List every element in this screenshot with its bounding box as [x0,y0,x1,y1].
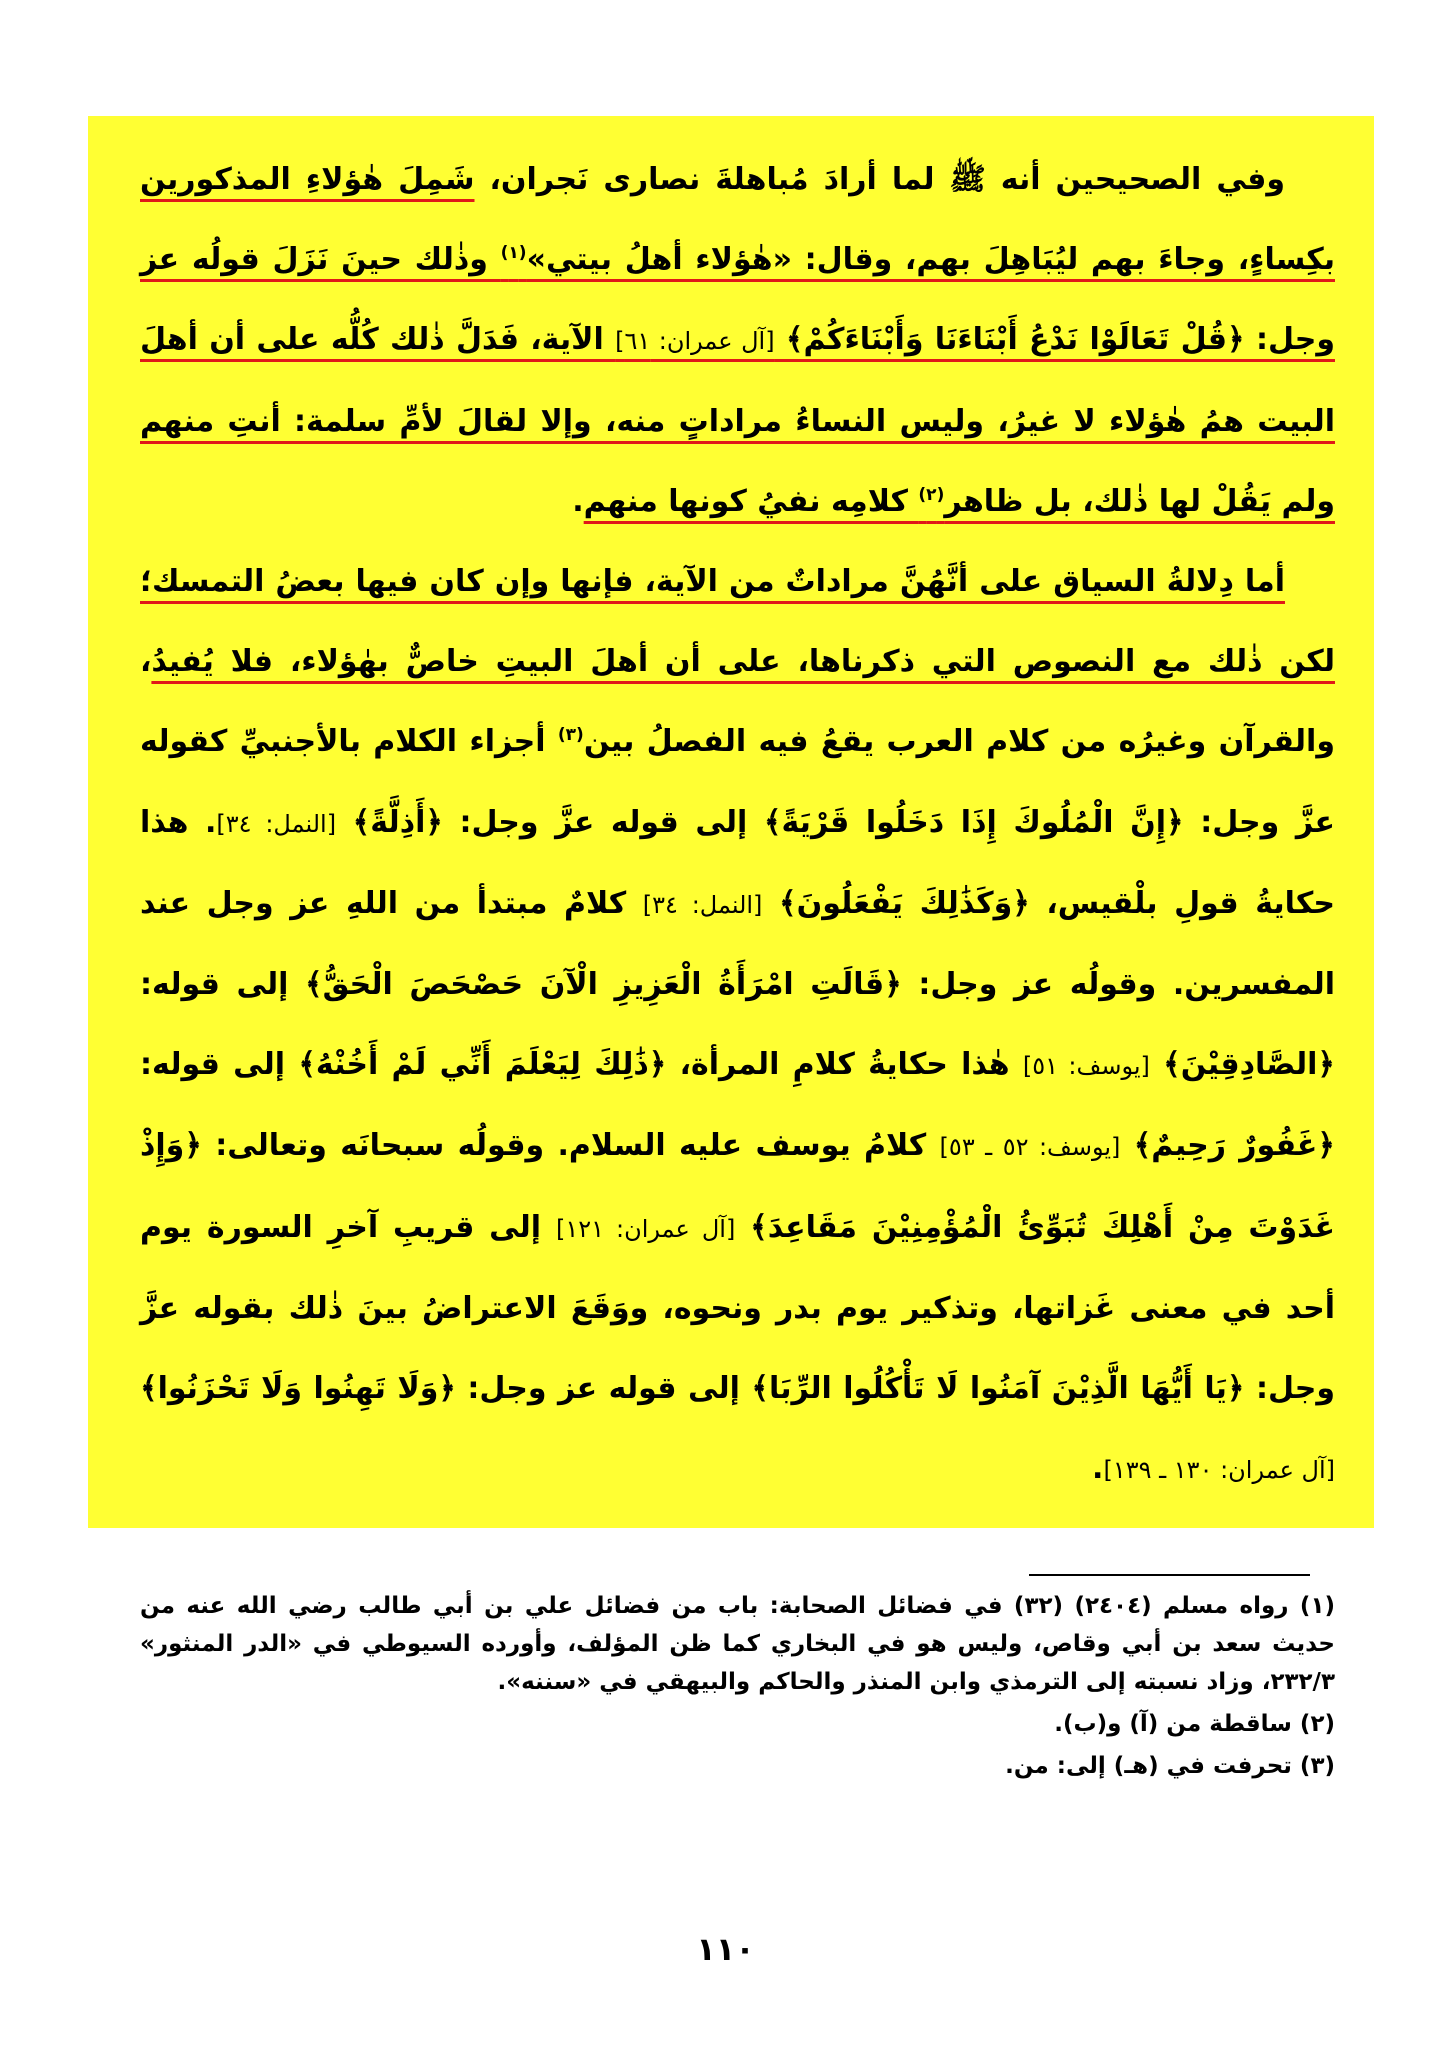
footnote-marker-1: (١) [500,243,527,264]
paragraph-1 [140,140,1335,542]
page-number: ١١٠ [696,1930,755,1968]
main-text [140,140,1335,1510]
text-span: . [572,483,584,519]
text-span: كلامِه نفيُ كونها منهم [583,483,919,519]
text-span: أجزاء الكلام بالأجنبيِّ كقوله عزَّ وجل: ﴿إِنَّ الْمُلُوكَ إِذَا دَخَلُوا قَرْيَةً﴾ إلى قوله عزَّ وجل: ﴿أَذِلَّةً﴾ [140,724,1335,840]
text-span: كلامُ يوسف عليه السلام. وقولُه سبحانَه وتعالى: ﴿وَإِذْ غَدَوْتَ مِنْ أَهْلِكَ تُبَوِّئُ الْمُؤْمِنِيْنَ مَقَاعِدَ﴾ [140,1128,1336,1245]
verse-reference: [يوسف: ٥٢ ـ ٥٣] [939,1133,1121,1162]
text-span: إلى قريبِ آخرِ السورة يوم أحد في معنى غَزاتها، وتذكير يوم بدر ونحوه، ووَقَعَ الاعتراضُ بينَ ذٰلك بقوله عزَّ وجل: ﴿يَا أَيُّهَا الَّذِيْنَ آمَنُوا لَا تَأْكُلُوا الرِّبَا﴾ إلى قوله عز وجل: ﴿وَلَا تَهِنُوا وَلَا تَحْزَنُوا﴾ [140,1209,1335,1407]
verse-reference: [النمل: ٣٤] [216,809,337,838]
footnote-divider [1029,1574,1310,1576]
text-span: شَمِلَ هٰؤلاءِ المذكورين بكِساءٍ، وجاءَ بهم ليُبَاهِلَ بهم، وقال: «هٰؤلاء أهلُ بيتي» [140,162,1335,278]
text-span: . هذا حكايةُ قولِ بلْقيس، ﴿وَكَذَٰلِكَ يَفْعَلُونَ﴾ [140,804,1335,921]
footnote-marker-3: (٣) [557,725,584,746]
paragraph-2 [140,542,1335,1510]
text-span: أما دِلالةُ السياق على أنَّهُنَّ مراداتٌ من الآية، فإنها وإن كان فيها بعضُ التمسك؛ لكن ذٰلك مع النصوص التي ذكرناها، على أن أهلَ البيتِ خاصٌّ بهٰؤلاء، فلا يُفيدُ [140,564,1335,680]
footnote-2: (٢) ساقطة من (آ) و(ب). [1054,1711,1335,1737]
verse-reference: [النمل: ٣٤] [642,890,763,919]
text-span: هٰذا حكايةُ كلامِ المرأة، ﴿ذَٰلِكَ لِيَعْلَمَ أَنِّي لَمْ أَخُنْهُ﴾ إلى قوله: ﴿غَفُورٌ رَحِيمٌ﴾ [140,1047,1336,1164]
text-span: كلامٌ مبتدأ من اللهِ عز وجل عند المفسرين. وقولُه عز وجل: ﴿قَالَتِ امْرَأَةُ الْعَزِيزِ الْآنَ حَصْحَصَ الْحَقُّ﴾ إلى قوله: ﴿الصَّادِقِيْنَ﴾ [140,885,1335,1083]
text-span: وذٰلك حينَ نَزَلَ قولُه عز وجل: ﴿قُلْ تَعَالَوْا نَدْعُ أَبْنَاءَنَا وَأَبْنَاءَكُمْ﴾ [140,242,1335,358]
underlined-passage [140,564,1335,679]
underlined-passage [140,162,1335,519]
footnote-1: (١) رواه مسلم (٢٤٠٤) (٣٢) في فضائل الصحابة: باب من فضائل علي بن أبي طالب رضي الله عنه من حديث سعد بن أبي وقاص، وليس هو في البخاري كما ظن المؤلف، وأورده السيوطي في «الدر المنثور» ٢٣٢/٣، وزاد نسبته إلى الترمذي وابن المنذر والحاكم والبيهقي في «سننه». [140,1593,1335,1695]
text-span: . [1092,1451,1104,1487]
verse-reference: [آل عمران: ٦١] [615,327,775,356]
text-span: ، والقرآن وغيرُه من كلام العرب يقعُ فيه الفصلُ بين [140,644,1335,760]
footnote-marker-2: (٢) [918,484,945,505]
verse-reference: [يوسف: ٥١] [1022,1052,1150,1081]
footnotes [140,1587,1335,1789]
text-span: الآية، فَدَلَّ ذٰلك كُلُّه على أن أهلَ البيت همُ هٰؤلاء لا غيرُ، وليس النساءُ مراداتٍ منه، وإلا لقالَ لأمِّ سلمة: أنتِ منهم ولم يَقُلْ لها ذٰلك، بل ظاهر [140,322,1335,519]
verse-reference: [آل عمران: ١٣٠ ـ ١٣٩] [1103,1456,1335,1485]
text-span: وفي الصحيحين أنه ﷺ لما أرادَ مُباهلةَ نصارى نَجران، [474,162,1286,197]
verse-reference: [آل عمران: ١٢١] [555,1214,736,1243]
footnote-3: (٣) تحرفت في (هـ) إلى: من. [1005,1753,1335,1779]
